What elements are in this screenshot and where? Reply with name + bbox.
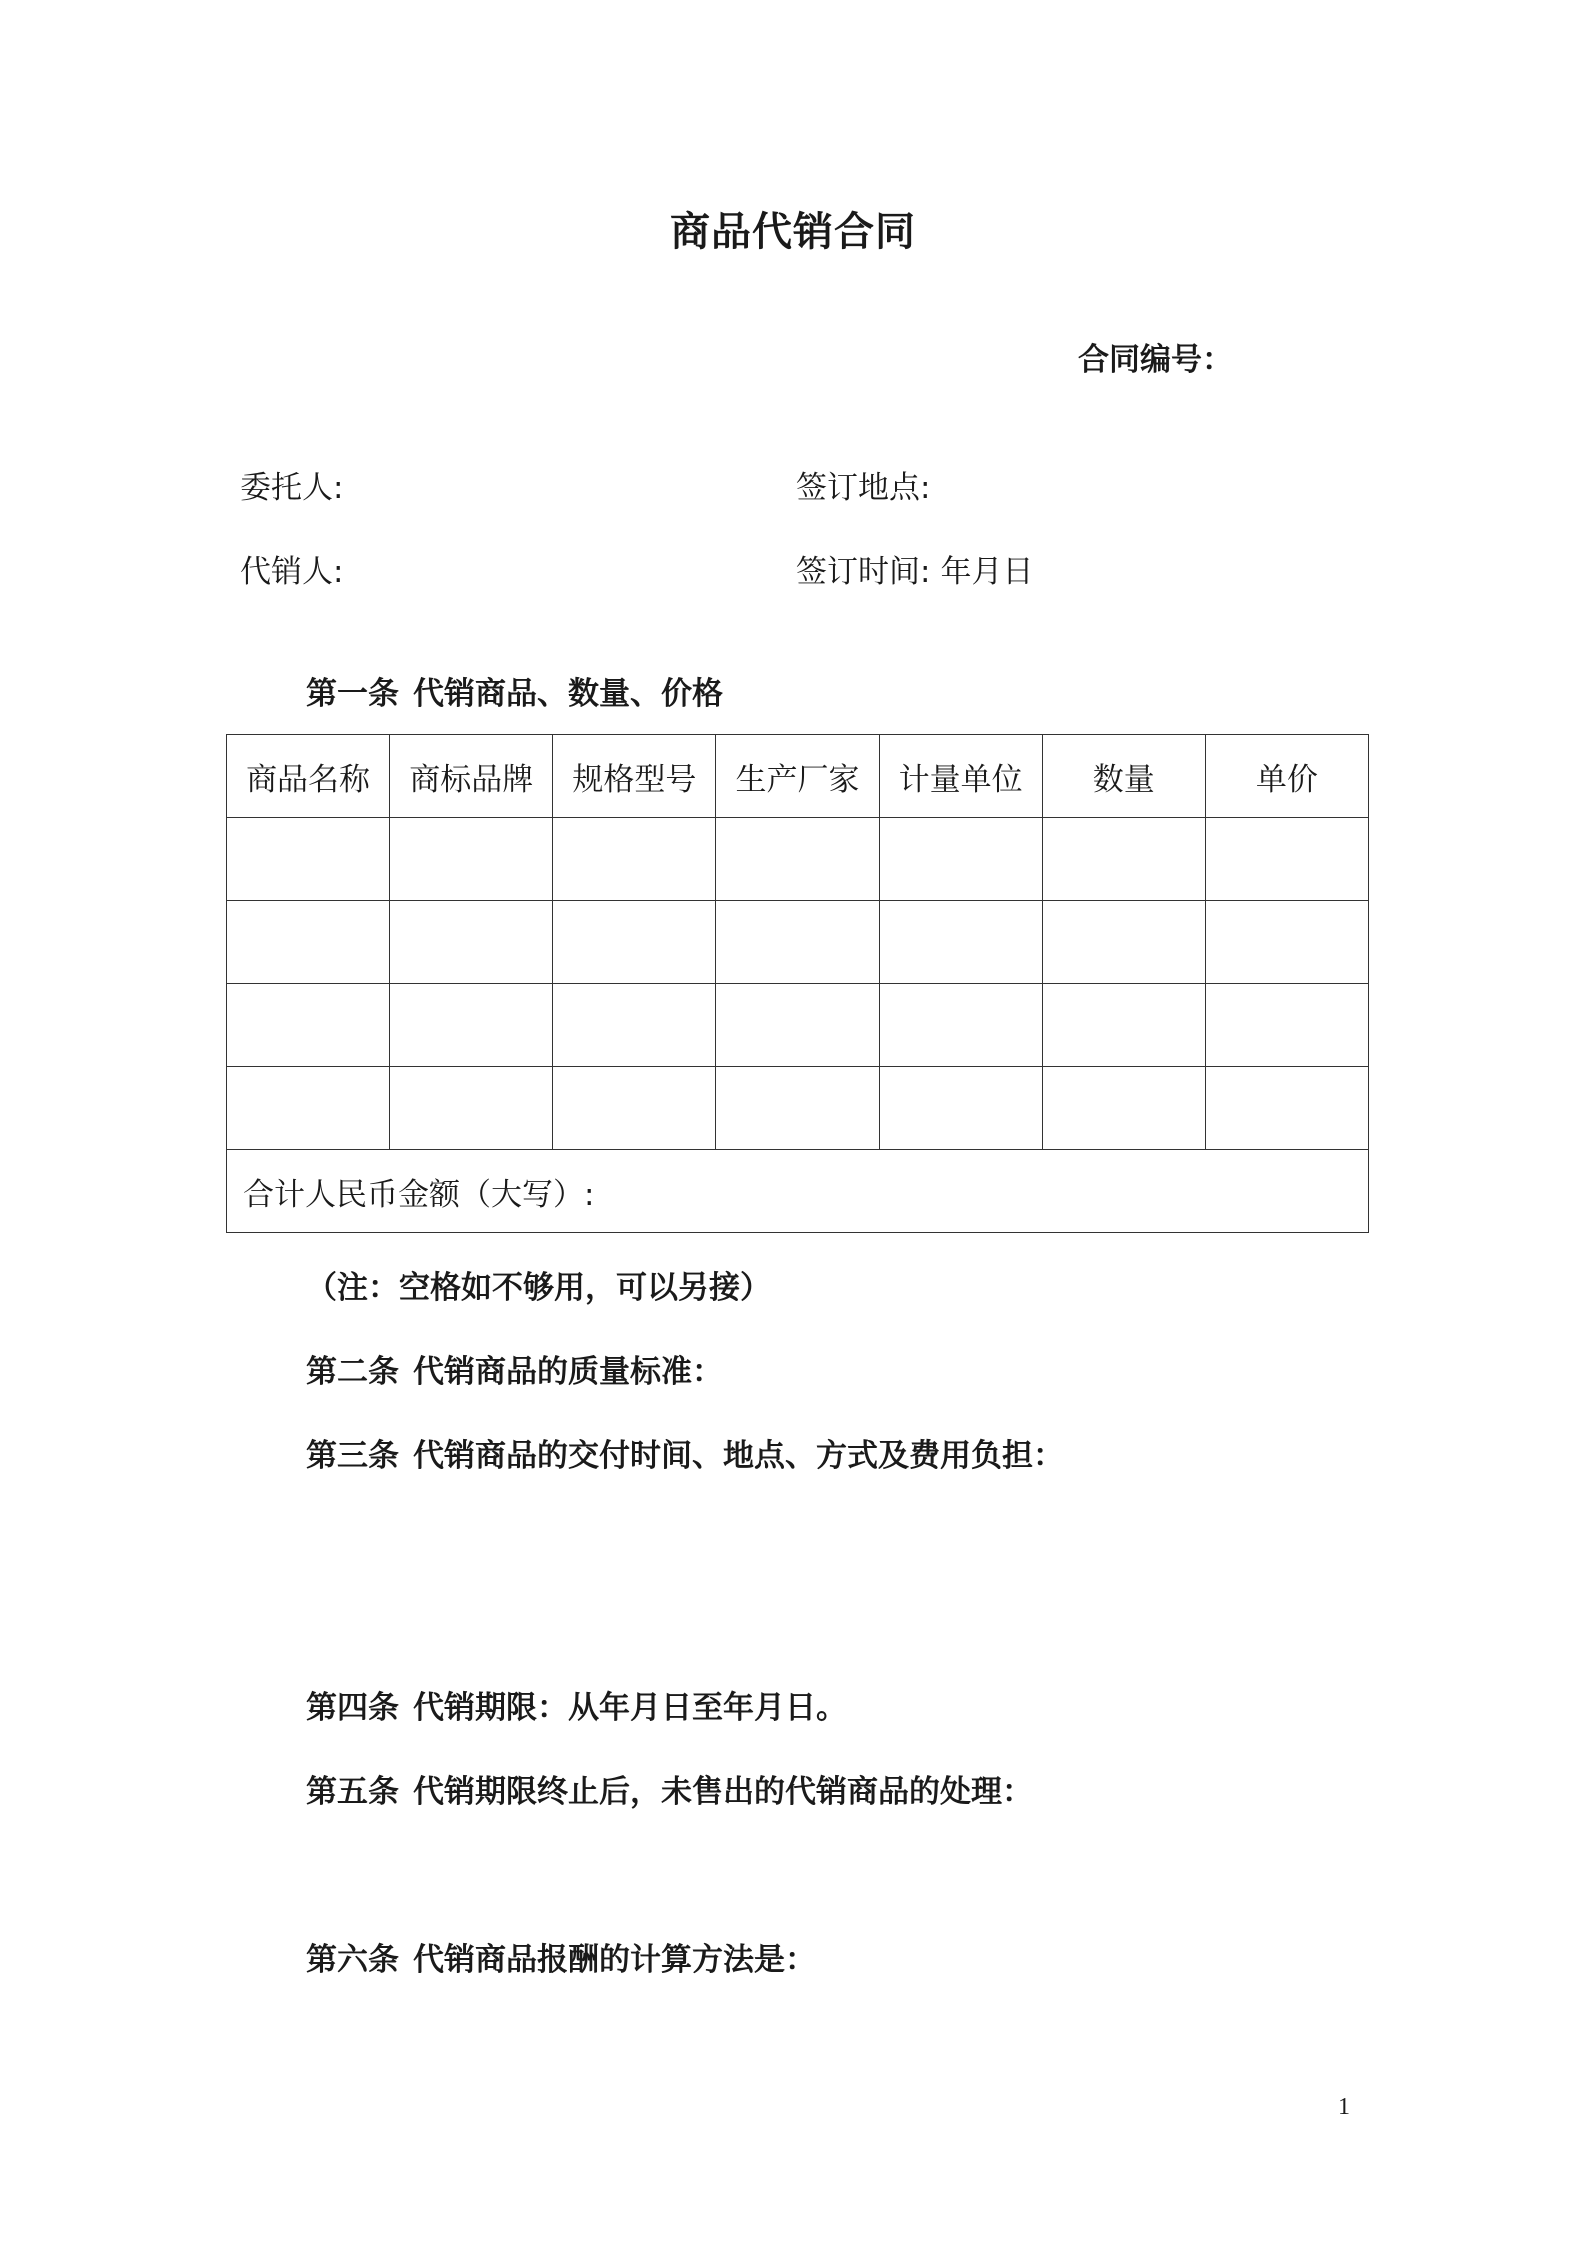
- header-cell: 商品名称: [227, 735, 390, 818]
- agent-label: 代销人:: [240, 554, 344, 590]
- empty-cell: [390, 984, 553, 1067]
- clause-number: 第一条: [306, 676, 399, 712]
- empty-cell: [227, 818, 390, 901]
- empty-cell: [1042, 984, 1205, 1067]
- empty-cell: [1205, 1067, 1368, 1150]
- header-cell: 生产厂家: [716, 735, 879, 818]
- clause-text: 代销商品的质量标准：: [413, 1354, 723, 1390]
- clause-2: [306, 1346, 723, 1391]
- clause-6: [306, 1934, 816, 1979]
- signing-time-field: [796, 546, 1033, 591]
- empty-cell: [1042, 1067, 1205, 1150]
- empty-cell: [879, 1067, 1042, 1150]
- table-row: [227, 984, 1369, 1067]
- header-cell: 单价: [1205, 735, 1368, 818]
- consignor-field: [240, 462, 343, 507]
- empty-cell: [1042, 818, 1205, 901]
- goods-table: [226, 734, 1369, 1233]
- clause-5: [306, 1766, 1033, 1811]
- empty-cell: [553, 984, 716, 1067]
- clause-number: 第三条: [306, 1438, 399, 1474]
- clause-number: 第六条: [306, 1942, 399, 1978]
- clause-text: 代销商品报酬的计算方法是：: [413, 1942, 816, 1978]
- empty-cell: [390, 818, 553, 901]
- empty-cell: [390, 901, 553, 984]
- table-row: [227, 1067, 1369, 1150]
- empty-cell: [390, 1067, 553, 1150]
- empty-cell: [879, 984, 1042, 1067]
- table-row: [227, 818, 1369, 901]
- table-total-row: [227, 1150, 1369, 1233]
- empty-cell: [553, 1067, 716, 1150]
- empty-cell: [716, 984, 879, 1067]
- table-header-row: [227, 735, 1369, 818]
- table-note: （注：空格如不够用，可以另接）: [306, 1270, 771, 1306]
- empty-cell: [716, 901, 879, 984]
- empty-cell: [553, 818, 716, 901]
- clause-text: 代销期限：从年月日至年月日。: [413, 1690, 847, 1726]
- table-row: [227, 901, 1369, 984]
- clause-1: [306, 668, 723, 713]
- clause-text: 代销期限终止后，未售出的代销商品的处理：: [413, 1774, 1033, 1810]
- empty-cell: [1042, 901, 1205, 984]
- consignor-label: 委托人:: [240, 470, 344, 506]
- signing-place-field: [796, 462, 930, 507]
- header-cell: 商标品牌: [390, 735, 553, 818]
- signing-time-value: 年月日: [940, 554, 1034, 590]
- header-cell: 规格型号: [553, 735, 716, 818]
- header-cell: 计量单位: [879, 735, 1042, 818]
- clause-3: [306, 1430, 1064, 1475]
- empty-cell: [227, 1067, 390, 1150]
- total-amount-label: 合计人民币金额（大写）:: [227, 1150, 1369, 1233]
- page-number: 1: [1338, 2094, 1350, 2120]
- empty-cell: [227, 984, 390, 1067]
- clause-text: 代销商品、数量、价格: [413, 676, 723, 712]
- clause-4: [306, 1682, 847, 1727]
- empty-cell: [1205, 818, 1368, 901]
- header-cell: 数量: [1042, 735, 1205, 818]
- signing-place-label: 签订地点:: [796, 470, 931, 506]
- signing-time-label: 签订时间:: [796, 554, 931, 590]
- empty-cell: [1205, 901, 1368, 984]
- clause-number: 第二条: [306, 1354, 399, 1390]
- clause-text: 代销商品的交付时间、地点、方式及费用负担：: [413, 1438, 1064, 1474]
- empty-cell: [227, 901, 390, 984]
- empty-cell: [716, 1067, 879, 1150]
- clause-number: 第五条: [306, 1774, 399, 1810]
- agent-field: [240, 546, 343, 591]
- empty-cell: [879, 901, 1042, 984]
- empty-cell: [553, 901, 716, 984]
- empty-cell: [879, 818, 1042, 901]
- empty-cell: [716, 818, 879, 901]
- empty-cell: [1205, 984, 1368, 1067]
- clause-number: 第四条: [306, 1690, 399, 1726]
- document-title: 商品代销合同: [670, 209, 916, 255]
- contract-number-label: 合同编号：: [1078, 342, 1233, 378]
